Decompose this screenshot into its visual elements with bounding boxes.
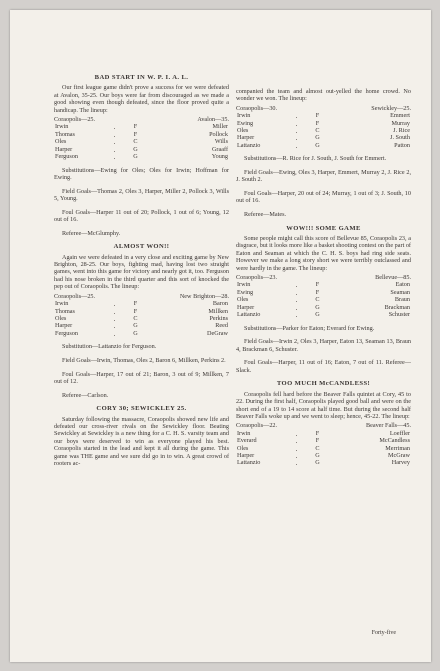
team-away: New Brighton—28. — [179, 292, 229, 300]
team-away: Avalon—35. — [197, 116, 229, 124]
lineup-row: Ferguson G Young — [55, 153, 228, 161]
lineup-row: Harper G Graaff — [55, 145, 228, 153]
right-column — [236, 88, 411, 467]
article-paragraph: Saturday following the massacre, Coraopolis showed new life and defeated our cross-river rivals on the Sewickley floor. Beating Sewickley at Sewickley is a new thing for a C. H. S. varsity team and our boys were deserved to win as everyone played his best. Coraopolis started in the lead and kept it all during the game. This game was THE game and we sure did go in to win. A great crowd of rooters ac- — [54, 415, 229, 467]
team-home: Coraopolis—25. — [54, 116, 96, 124]
lineup-row: Irwin F Loeffler — [237, 429, 410, 437]
lineup-row: Oles C J. Rice — [237, 127, 410, 135]
article-heading: ALMOST WON!! — [113, 243, 170, 251]
team-home: Coraopolis—30. — [236, 104, 278, 112]
lineup-table — [236, 112, 411, 149]
lineup-row: Oles C Merriman — [237, 444, 410, 452]
lineup-table — [236, 430, 411, 467]
left-column — [54, 70, 229, 468]
team-home: Coraopolis—22. — [236, 422, 278, 430]
lineup-table — [54, 300, 229, 337]
lineup-header — [236, 422, 411, 429]
lineup-row: Irwin F Emmert — [237, 112, 410, 120]
lineup-row: Everard F McCandless — [237, 437, 410, 445]
game-notes: Field Goals—Irwin 2, Oles 3, Harper, Eaton 13, Seaman 13, Braun 4, Brackman 6, Schuster. — [236, 338, 411, 353]
game-notes: Foul Goals—Harper, 20 out of 24; Murray, 1 out of 3; J. South, 10 out of 16. — [236, 190, 411, 205]
article-paragraph: Some people might call this score of Bellevue 85, Coraopolis 23, a disgrace, but it looks more like a basket shooting contest on the part of Eaton and Seaman at which the C. H. S. boys had ring side seats. However we make a long story short we were terribly outclassed and were hardly in the game. The lineup: — [236, 235, 411, 272]
lineup-row: Harper G Brackman — [237, 303, 410, 311]
lineup-row: Thomas F Millken — [55, 307, 228, 315]
lineup-row: Irwin F Baron — [55, 300, 228, 308]
team-away: Bellevue—85. — [375, 274, 411, 282]
lineup-row: Oles C Wills — [55, 138, 228, 146]
lineup-row: Harper G Reed — [55, 322, 228, 330]
team-home: Coraopolis—23. — [236, 274, 278, 282]
article-heading: TOO MUCH McCANDLESS! — [276, 380, 371, 388]
lineup-row: Ewing F Seaman — [237, 288, 410, 296]
game-notes: Referee—McGlumphy. — [62, 229, 121, 237]
team-home: Coraopolis—25. — [54, 292, 96, 300]
lineup-row: Oles C Perkins — [55, 314, 228, 322]
lineup-row: Lattanzio G Harvey — [237, 459, 410, 467]
lineup-header — [236, 105, 411, 112]
article-paragraph: Coraopolis fell hard before the Beaver Falls quintet at Cory, 45 to 22. During the first half, Coraopolis played good ball and were on the short end of a 19 to 14 score at half time. But during the second half Beaver Falls woke up and we went to sleep; hence, 45-22. The lineup: — [236, 390, 411, 420]
lineup-row: Irwin F Miller — [55, 123, 228, 131]
lineup-table — [236, 281, 411, 318]
game-notes: Substitutions—R. Rice for J. South, J. South for Emmert. — [244, 155, 387, 163]
lineup-row: Harper G J. South — [237, 134, 410, 142]
lineup-row: Lattanzio G Patton — [237, 141, 410, 149]
game-notes: Field Goals—Ewing, Oles 3, Harper, Emmert, Murray 2, J. Rice 2, J. South 2. — [236, 169, 411, 184]
game-notes: Substitutions—Parker for Eaton; Everard for Ewing. — [244, 324, 375, 332]
lineup-table — [54, 123, 229, 160]
lineup-row: Ferguson G DeGraw — [55, 329, 228, 337]
game-notes: Substitution—Lattanzio for Ferguson. — [62, 343, 157, 351]
game-notes: Foul Goals—Harper 11 out of 20; Pollock, 1 out of 6; Young, 12 out of 16. — [54, 208, 229, 224]
article-paragraph: companied the team and almost out-yelled the home crowd. No wonder we won. The lineup: — [236, 88, 411, 103]
lineup-row: Irwin F Eaton — [237, 281, 410, 289]
lineup-row: Thomas F Pollock — [55, 130, 228, 138]
yearbook-page — [10, 10, 431, 662]
game-notes: Substitutions—Ewing for Oles; Oles for Irwin; Hoffman for Ewing. — [54, 166, 229, 182]
article-heading: CORY 30; SEWICKLEY 25. — [96, 405, 187, 413]
lineup-row: Oles C Braun — [237, 296, 410, 304]
lineup-row: Lattanzio G Schuster — [237, 311, 410, 319]
lineup-row: Ewing F Murray — [237, 119, 410, 127]
article-heading: WOW!!! SOME GAME — [286, 224, 361, 232]
lineup-header — [54, 293, 229, 300]
game-notes: Foul Goals—Harper, 11 out of 16; Eaton, 7 out of 11. Referee—Slack. — [236, 359, 411, 374]
lineup-header — [236, 274, 411, 281]
game-notes: Field Goals—Thomas 2, Oles 3, Harper, Miller 2, Pollock 3, Wills 5, Young. — [54, 187, 229, 203]
team-away: Beaver Falls—45. — [365, 422, 411, 430]
lineup-header — [54, 116, 229, 123]
article-paragraph: Again we were defeated in a very close and exciting game by New Brighton, 28-25. Our boys, fighting mad, having lost two straight games, went into this game for victory and nearly got it, too. Ferguson had his nose broken in the third quarter and this sort of knocked the pep out of Coraopolis. The lineup: — [54, 253, 229, 291]
lineup-row: Harper G McGraw — [237, 451, 410, 459]
game-notes: Referee—Carlson. — [62, 391, 109, 399]
article-heading: BAD START IN W. P. I. A. L. — [94, 74, 189, 81]
game-notes: Referee—Mates. — [244, 211, 287, 219]
game-notes: Field Goals—Irwin, Thomas, Oles 2, Baron 6, Millken, Perkins 2. — [62, 356, 226, 364]
game-notes: Foul Goals—Harper, 17 out of 21; Baron, 3 out of 9; Millken, 7 out of 12. — [54, 370, 229, 385]
page-number: Forty-five — [371, 630, 396, 636]
team-away: Sewickley—25. — [371, 104, 411, 112]
article-paragraph: Our first league game didn't prove a success for we were defeated at Avalon, 35-25. Our boys were far from discouraged as we made a good showing even though defeated, since the floor proved quite a handicap. The lineup: — [54, 84, 229, 114]
